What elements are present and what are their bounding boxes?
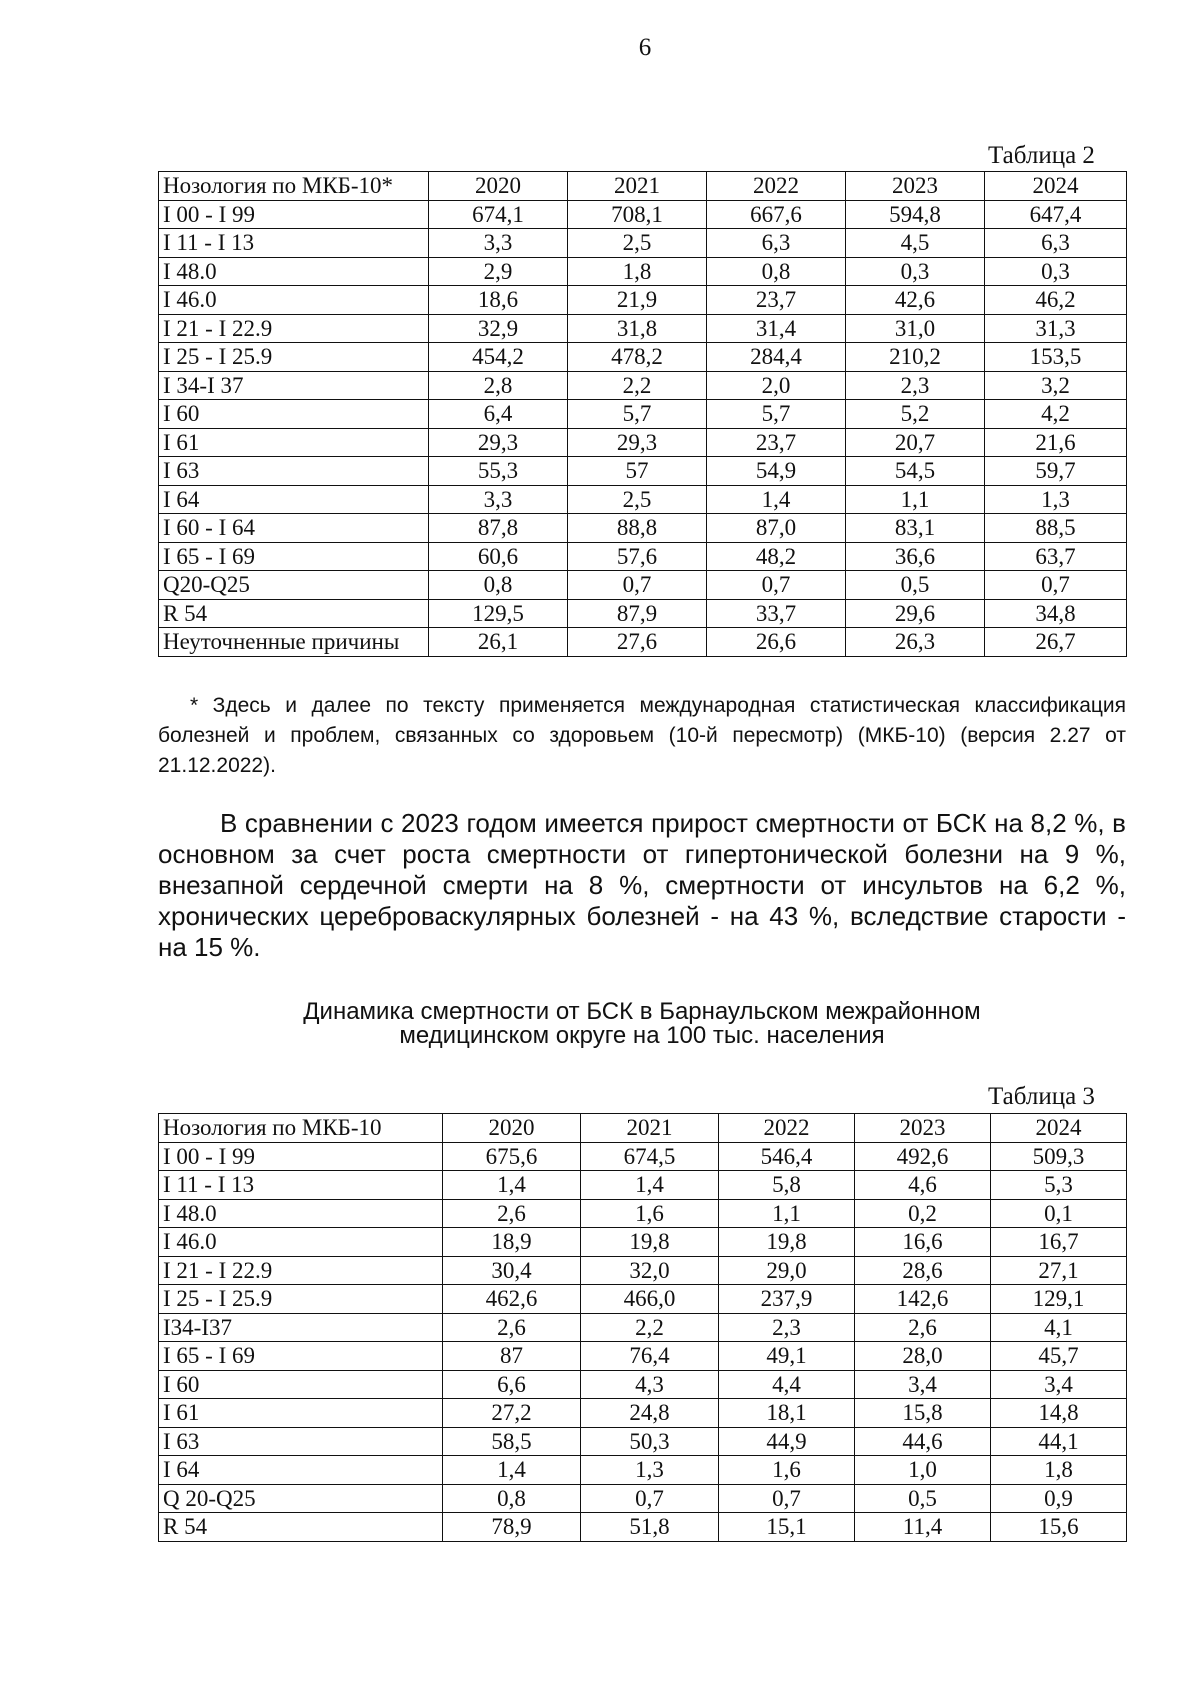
value-cell: 29,6 <box>846 599 985 628</box>
value-cell: 3,3 <box>429 229 568 258</box>
value-cell: 60,6 <box>429 542 568 571</box>
value-cell: 14,8 <box>991 1399 1127 1428</box>
value-cell: 2,5 <box>568 229 707 258</box>
value-cell: 674,1 <box>429 200 568 229</box>
value-cell: 4,6 <box>855 1171 991 1200</box>
value-cell: 4,4 <box>719 1370 855 1399</box>
value-cell: 594,8 <box>846 200 985 229</box>
value-cell: 1,4 <box>443 1171 581 1200</box>
header-cell: 2024 <box>991 1114 1127 1143</box>
value-cell: 153,5 <box>985 343 1127 372</box>
nosology-cell: I 61 <box>159 1399 443 1428</box>
value-cell: 0,7 <box>985 571 1127 600</box>
value-cell: 28,0 <box>855 1342 991 1371</box>
table2-row <box>159 229 1127 258</box>
table2-row <box>159 514 1127 543</box>
value-cell: 87,9 <box>568 599 707 628</box>
value-cell: 44,6 <box>855 1427 991 1456</box>
value-cell: 546,4 <box>719 1142 855 1171</box>
header-cell: 2022 <box>707 172 846 201</box>
value-cell: 18,6 <box>429 286 568 315</box>
value-cell: 29,3 <box>429 428 568 457</box>
value-cell: 15,1 <box>719 1513 855 1542</box>
nosology-cell: I 64 <box>159 485 429 514</box>
header-cell: 2024 <box>985 172 1127 201</box>
value-cell: 0,5 <box>855 1484 991 1513</box>
header-cell: 2021 <box>581 1114 719 1143</box>
table2 <box>158 171 1127 657</box>
table3-row <box>159 1513 1127 1542</box>
value-cell: 34,8 <box>985 599 1127 628</box>
value-cell: 21,9 <box>568 286 707 315</box>
table3-row <box>159 1171 1127 1200</box>
value-cell: 2,3 <box>719 1313 855 1342</box>
nosology-cell: I 60 <box>159 1370 443 1399</box>
nosology-cell: I 34-I 37 <box>159 371 429 400</box>
value-cell: 2,6 <box>443 1199 581 1228</box>
value-cell: 4,2 <box>985 400 1127 429</box>
value-cell: 27,1 <box>991 1256 1127 1285</box>
table3-row <box>159 1484 1127 1513</box>
header-cell: 2020 <box>429 172 568 201</box>
value-cell: 26,6 <box>707 628 846 657</box>
value-cell: 0,8 <box>429 571 568 600</box>
value-cell: 87 <box>443 1342 581 1371</box>
table3 <box>158 1113 1127 1542</box>
table2-row <box>159 485 1127 514</box>
value-cell: 76,4 <box>581 1342 719 1371</box>
value-cell: 15,6 <box>991 1513 1127 1542</box>
value-cell: 2,9 <box>429 257 568 286</box>
nosology-cell: Неуточненные причины <box>159 628 429 657</box>
value-cell: 46,2 <box>985 286 1127 315</box>
value-cell: 509,3 <box>991 1142 1127 1171</box>
nosology-cell: R 54 <box>159 1513 443 1542</box>
table2-row <box>159 200 1127 229</box>
value-cell: 24,8 <box>581 1399 719 1428</box>
value-cell: 26,1 <box>429 628 568 657</box>
value-cell: 2,3 <box>846 371 985 400</box>
value-cell: 1,4 <box>707 485 846 514</box>
value-cell: 1,6 <box>581 1199 719 1228</box>
value-cell: 3,2 <box>985 371 1127 400</box>
value-cell: 5,7 <box>707 400 846 429</box>
value-cell: 87,0 <box>707 514 846 543</box>
nosology-cell: Q 20-Q25 <box>159 1484 443 1513</box>
value-cell: 33,7 <box>707 599 846 628</box>
table2-row <box>159 628 1127 657</box>
heading-line-1: Динамика смертности от БСК в Барнаульском межрайонном <box>303 998 981 1025</box>
value-cell: 31,0 <box>846 314 985 343</box>
value-cell: 2,5 <box>568 485 707 514</box>
table2-row <box>159 457 1127 486</box>
value-cell: 0,7 <box>719 1484 855 1513</box>
value-cell: 3,3 <box>429 485 568 514</box>
table2-row <box>159 400 1127 429</box>
value-cell: 675,6 <box>443 1142 581 1171</box>
value-cell: 466,0 <box>581 1285 719 1314</box>
nosology-cell: I 21 - I 22.9 <box>159 1256 443 1285</box>
table3-row <box>159 1228 1127 1257</box>
nosology-cell: I 21 - I 22.9 <box>159 314 429 343</box>
header-cell: 2023 <box>846 172 985 201</box>
value-cell: 142,6 <box>855 1285 991 1314</box>
value-cell: 0,8 <box>443 1484 581 1513</box>
value-cell: 28,6 <box>855 1256 991 1285</box>
nosology-cell: I 60 <box>159 400 429 429</box>
value-cell: 15,8 <box>855 1399 991 1428</box>
value-cell: 210,2 <box>846 343 985 372</box>
table3-caption: Таблица 3 <box>988 1083 1095 1110</box>
table3-row <box>159 1427 1127 1456</box>
value-cell: 5,3 <box>991 1171 1127 1200</box>
header-cell: Нозология по МКБ-10* <box>159 172 429 201</box>
value-cell: 708,1 <box>568 200 707 229</box>
nosology-cell: I 63 <box>159 1427 443 1456</box>
table3-row <box>159 1285 1127 1314</box>
nosology-cell: I 61 <box>159 428 429 457</box>
table2-caption: Таблица 2 <box>988 142 1095 169</box>
header-cell: 2022 <box>719 1114 855 1143</box>
value-cell: 1,1 <box>719 1199 855 1228</box>
value-cell: 50,3 <box>581 1427 719 1456</box>
value-cell: 1,4 <box>443 1456 581 1485</box>
table2-row <box>159 371 1127 400</box>
value-cell: 16,7 <box>991 1228 1127 1257</box>
nosology-cell: I 00 - I 99 <box>159 200 429 229</box>
value-cell: 1,0 <box>855 1456 991 1485</box>
nosology-cell: Q20-Q25 <box>159 571 429 600</box>
value-cell: 4,3 <box>581 1370 719 1399</box>
table3-row <box>159 1370 1127 1399</box>
value-cell: 0,8 <box>707 257 846 286</box>
value-cell: 1,6 <box>719 1456 855 1485</box>
value-cell: 3,4 <box>855 1370 991 1399</box>
value-cell: 27,6 <box>568 628 707 657</box>
value-cell: 23,7 <box>707 286 846 315</box>
paragraph-text: В сравнении с 2023 годом имеется прирост смертности от БСК на 8,2 %, в основном за счет роста смертности от гипертонической болезни на 9 %, внезапной сердечной смерти на 8 %, смертности от инсультов на 6,2 %, хронических цереброваскулярных болезней - на 43 %, вследствие старости - на 15 %. <box>158 808 1126 962</box>
table2-row <box>159 428 1127 457</box>
table3-row <box>159 1313 1127 1342</box>
comparison-paragraph <box>158 808 1126 963</box>
nosology-cell: I 48.0 <box>159 257 429 286</box>
value-cell: 19,8 <box>581 1228 719 1257</box>
value-cell: 3,4 <box>991 1370 1127 1399</box>
nosology-cell: I 65 - I 69 <box>159 542 429 571</box>
table2-header-row <box>159 172 1127 201</box>
value-cell: 29,3 <box>568 428 707 457</box>
value-cell: 0,5 <box>846 571 985 600</box>
value-cell: 87,8 <box>429 514 568 543</box>
value-cell: 83,1 <box>846 514 985 543</box>
value-cell: 5,8 <box>719 1171 855 1200</box>
value-cell: 462,6 <box>443 1285 581 1314</box>
value-cell: 6,6 <box>443 1370 581 1399</box>
nosology-cell: I 65 - I 69 <box>159 1342 443 1371</box>
value-cell: 284,4 <box>707 343 846 372</box>
table3-header-row <box>159 1114 1127 1143</box>
table3-row <box>159 1399 1127 1428</box>
value-cell: 237,9 <box>719 1285 855 1314</box>
value-cell: 1,4 <box>581 1171 719 1200</box>
nosology-cell: I34-I37 <box>159 1313 443 1342</box>
value-cell: 129,1 <box>991 1285 1127 1314</box>
value-cell: 21,6 <box>985 428 1127 457</box>
table3-row <box>159 1199 1127 1228</box>
table3-row <box>159 1142 1127 1171</box>
value-cell: 1,3 <box>985 485 1127 514</box>
value-cell: 1,1 <box>846 485 985 514</box>
nosology-cell: I 00 - I 99 <box>159 1142 443 1171</box>
value-cell: 492,6 <box>855 1142 991 1171</box>
value-cell: 32,9 <box>429 314 568 343</box>
value-cell: 58,5 <box>443 1427 581 1456</box>
value-cell: 0,3 <box>985 257 1127 286</box>
value-cell: 4,1 <box>991 1313 1127 1342</box>
value-cell: 42,6 <box>846 286 985 315</box>
value-cell: 667,6 <box>707 200 846 229</box>
value-cell: 78,9 <box>443 1513 581 1542</box>
header-cell: 2023 <box>855 1114 991 1143</box>
table2-row <box>159 571 1127 600</box>
value-cell: 0,7 <box>568 571 707 600</box>
value-cell: 647,4 <box>985 200 1127 229</box>
value-cell: 57 <box>568 457 707 486</box>
value-cell: 1,8 <box>991 1456 1127 1485</box>
nosology-cell: I 60 - I 64 <box>159 514 429 543</box>
value-cell: 55,3 <box>429 457 568 486</box>
table2-row <box>159 257 1127 286</box>
value-cell: 6,4 <box>429 400 568 429</box>
nosology-cell: R 54 <box>159 599 429 628</box>
value-cell: 0,7 <box>707 571 846 600</box>
table2-row <box>159 599 1127 628</box>
value-cell: 18,9 <box>443 1228 581 1257</box>
value-cell: 0,1 <box>991 1199 1127 1228</box>
value-cell: 11,4 <box>855 1513 991 1542</box>
value-cell: 20,7 <box>846 428 985 457</box>
value-cell: 6,3 <box>707 229 846 258</box>
value-cell: 63,7 <box>985 542 1127 571</box>
footnote-text: * Здесь и далее по тексту применяется международная статистическая классификация болезней и проблем, связанных со здоровьем (10-й пересмотр) (МКБ-10) (версия 2.27 от 21.12.2022). <box>158 694 1126 777</box>
value-cell: 6,3 <box>985 229 1127 258</box>
nosology-cell: I 64 <box>159 1456 443 1485</box>
nosology-cell: I 46.0 <box>159 1228 443 1257</box>
value-cell: 48,2 <box>707 542 846 571</box>
value-cell: 19,8 <box>719 1228 855 1257</box>
value-cell: 2,2 <box>581 1313 719 1342</box>
value-cell: 454,2 <box>429 343 568 372</box>
value-cell: 23,7 <box>707 428 846 457</box>
value-cell: 1,3 <box>581 1456 719 1485</box>
nosology-cell: I 25 - I 25.9 <box>159 1285 443 1314</box>
value-cell: 30,4 <box>443 1256 581 1285</box>
value-cell: 54,5 <box>846 457 985 486</box>
value-cell: 27,2 <box>443 1399 581 1428</box>
nosology-cell: I 63 <box>159 457 429 486</box>
value-cell: 49,1 <box>719 1342 855 1371</box>
table2-row <box>159 314 1127 343</box>
value-cell: 51,8 <box>581 1513 719 1542</box>
value-cell: 5,2 <box>846 400 985 429</box>
value-cell: 2,6 <box>855 1313 991 1342</box>
value-cell: 45,7 <box>991 1342 1127 1371</box>
value-cell: 57,6 <box>568 542 707 571</box>
value-cell: 2,6 <box>443 1313 581 1342</box>
table3-row <box>159 1256 1127 1285</box>
value-cell: 32,0 <box>581 1256 719 1285</box>
value-cell: 31,3 <box>985 314 1127 343</box>
value-cell: 1,8 <box>568 257 707 286</box>
nosology-cell: I 46.0 <box>159 286 429 315</box>
page-number: 6 <box>638 34 652 61</box>
value-cell: 88,5 <box>985 514 1127 543</box>
nosology-cell: I 11 - I 13 <box>159 1171 443 1200</box>
table2-footnote <box>158 691 1126 781</box>
table2-row <box>159 286 1127 315</box>
value-cell: 0,7 <box>581 1484 719 1513</box>
section-heading <box>158 1000 1126 1048</box>
value-cell: 26,3 <box>846 628 985 657</box>
value-cell: 4,5 <box>846 229 985 258</box>
value-cell: 478,2 <box>568 343 707 372</box>
table3-row <box>159 1342 1127 1371</box>
value-cell: 129,5 <box>429 599 568 628</box>
value-cell: 16,6 <box>855 1228 991 1257</box>
value-cell: 54,9 <box>707 457 846 486</box>
header-cell: 2020 <box>443 1114 581 1143</box>
table2-row <box>159 542 1127 571</box>
value-cell: 5,7 <box>568 400 707 429</box>
value-cell: 18,1 <box>719 1399 855 1428</box>
nosology-cell: I 25 - I 25.9 <box>159 343 429 372</box>
value-cell: 674,5 <box>581 1142 719 1171</box>
value-cell: 36,6 <box>846 542 985 571</box>
value-cell: 26,7 <box>985 628 1127 657</box>
table2-row <box>159 343 1127 372</box>
value-cell: 0,2 <box>855 1199 991 1228</box>
nosology-cell: I 48.0 <box>159 1199 443 1228</box>
value-cell: 44,9 <box>719 1427 855 1456</box>
value-cell: 2,2 <box>568 371 707 400</box>
heading-line-2: медицинском округе на 100 тыс. населения <box>399 1022 885 1049</box>
header-cell: Нозология по МКБ-10 <box>159 1114 443 1143</box>
value-cell: 59,7 <box>985 457 1127 486</box>
value-cell: 0,9 <box>991 1484 1127 1513</box>
value-cell: 31,4 <box>707 314 846 343</box>
value-cell: 31,8 <box>568 314 707 343</box>
nosology-cell: I 11 - I 13 <box>159 229 429 258</box>
value-cell: 2,0 <box>707 371 846 400</box>
value-cell: 2,8 <box>429 371 568 400</box>
value-cell: 0,3 <box>846 257 985 286</box>
value-cell: 88,8 <box>568 514 707 543</box>
header-cell: 2021 <box>568 172 707 201</box>
value-cell: 29,0 <box>719 1256 855 1285</box>
value-cell: 44,1 <box>991 1427 1127 1456</box>
table3-row <box>159 1456 1127 1485</box>
